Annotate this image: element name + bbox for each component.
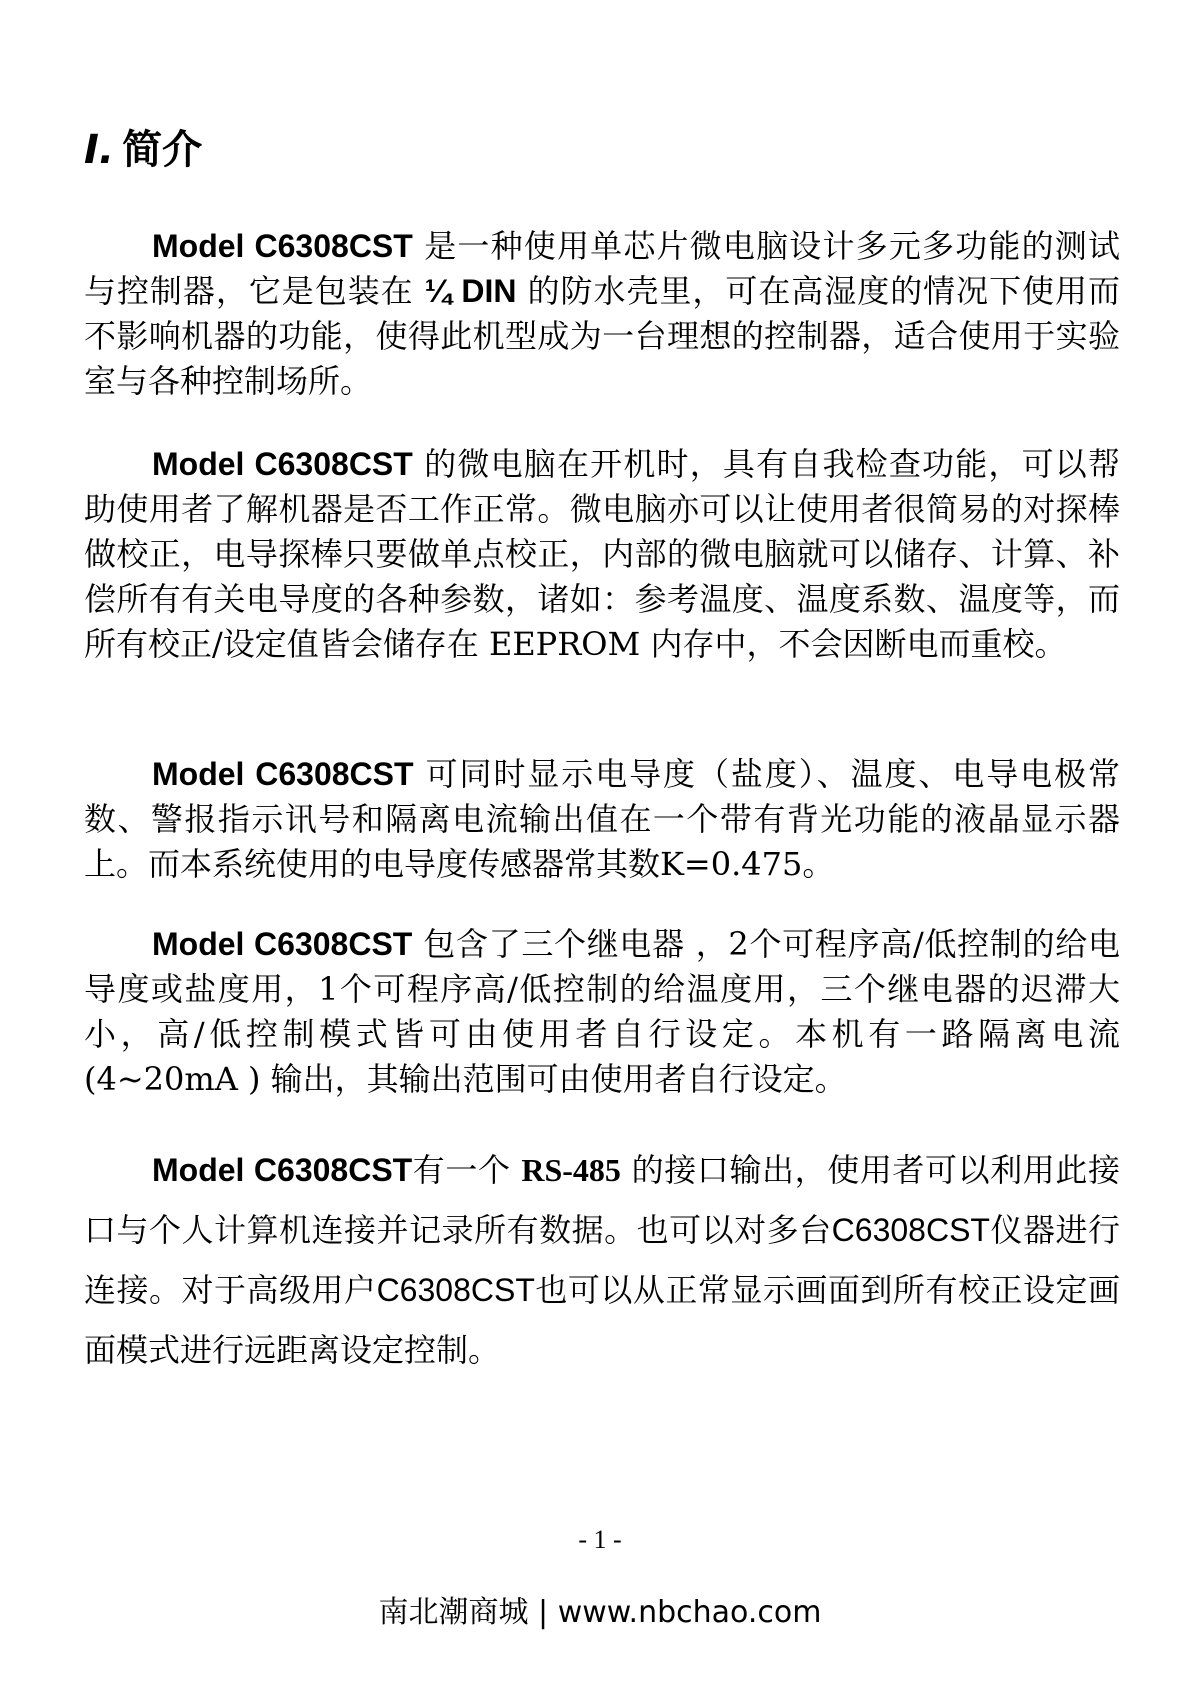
model-name-inline: C6308CST bbox=[376, 1272, 535, 1308]
model-name: Model C6308CST bbox=[152, 446, 413, 482]
model-name-inline: C6308CST bbox=[831, 1212, 990, 1248]
paragraph-text: 是一种使用单芯片微电脑设计多元多功能的测试与控制器，它是包装在 bbox=[84, 227, 1120, 310]
paragraph-rs485 bbox=[84, 1140, 1120, 1380]
model-name: Model C6308CST bbox=[152, 926, 413, 962]
paragraph-text: 有一个 bbox=[412, 1151, 522, 1189]
section-title: 简介 bbox=[122, 127, 203, 173]
paragraph-text: 的微电脑在开机时，具有自我检查功能，可以帮助使用者了解机器是否工作正常。微电脑亦可以让使用者很简易的对探棒做校正，电导探棒只要做单点校正，内部的微电脑就可以储存、计算、补偿所有有关电导度的各种参数，诸如：参考温度、温度系数、温度等，而所有校正/设定值皆会储存在 EEPROM 内存中，不会因断电而重校。 bbox=[84, 445, 1120, 663]
model-name: Model C6308CST bbox=[152, 756, 414, 792]
paragraph-text: 的防水壳里，可在高湿度的情况下使用而不影响机器的功能，使得此机型成为一台理想的控制器，适合使用于实验室与各种控制场所。 bbox=[84, 272, 1120, 400]
paragraph-relays bbox=[84, 922, 1120, 1102]
paragraph-text: 可同时显示电导度（盐度）、温度、电导电极常数、警报指示讯号和隔离电流输出值在一个带有背光功能的液晶显示器上。而本系统使用的电导度传感器常其数K=0.475。 bbox=[84, 755, 1120, 883]
paragraph-text: 仪器进行连接。对于高级用户 bbox=[84, 1211, 1120, 1309]
section-heading bbox=[84, 120, 202, 180]
model-name: Model C6308CST bbox=[152, 228, 413, 264]
paragraph-text: 也可以从正常显示画面到所有校正设定画面模式进行远距离设定控制。 bbox=[84, 1271, 1120, 1369]
section-number: I. bbox=[84, 127, 115, 173]
interface-name: RS-485 bbox=[521, 1152, 621, 1188]
footer-watermark: 南北潮商城 | www.nbchao.com bbox=[378, 1595, 822, 1630]
paragraph-display bbox=[84, 752, 1120, 887]
paragraph-self-check bbox=[84, 442, 1120, 667]
paragraph-intro bbox=[84, 224, 1120, 404]
page-number: - 1 - bbox=[578, 1525, 622, 1554]
paragraph-text: 的接口输出，使用者可以利用此接口与个人计算机连接并记录所有数据。也可以对多台 bbox=[84, 1151, 1120, 1249]
din-size: ¼ DIN bbox=[424, 273, 517, 309]
model-name: Model C6308CST bbox=[152, 1152, 413, 1188]
paragraph-text: 包含了三个继电器 ，2个可程序高/低控制的给电导度或盐度用，1个可程序高/低控制的给温度用，三个继电器的迟滞大小，高/低控制模式皆可由使用者自行设定。本机有一路隔离电流 (4~20mA ) 输出，其输出范围可由使用者自行设定。 bbox=[84, 925, 1120, 1098]
